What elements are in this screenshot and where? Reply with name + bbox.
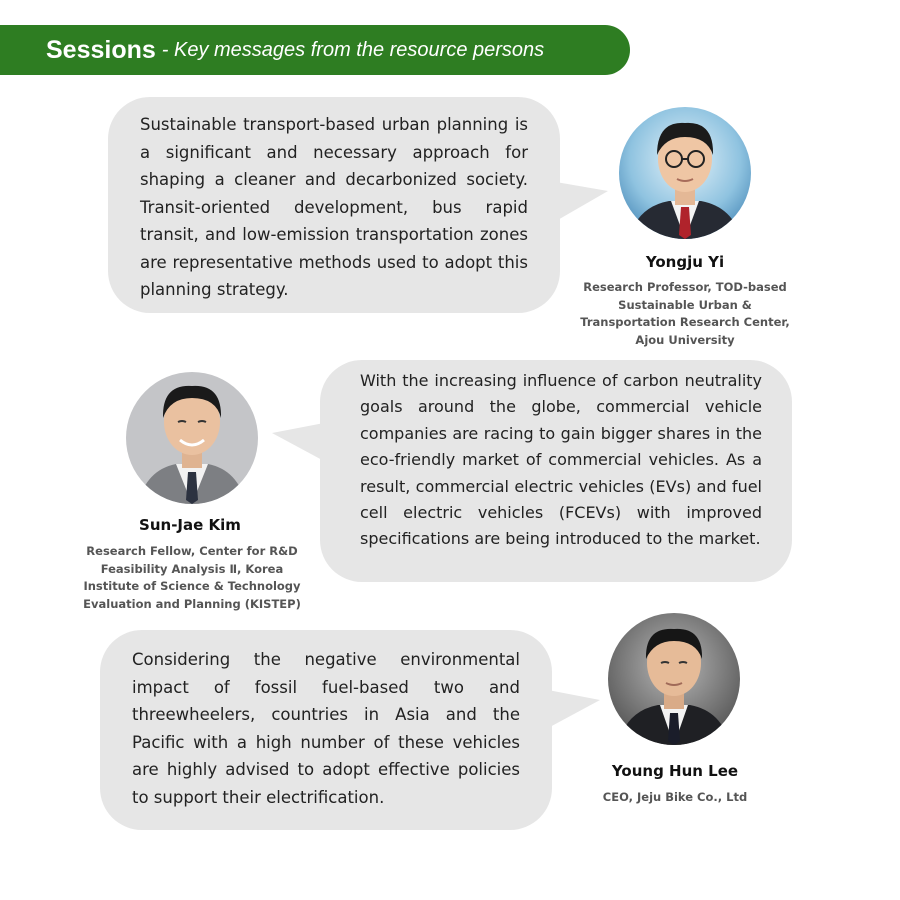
- speaker-name: Yongju Yi: [645, 253, 725, 271]
- speech-bubble-tail: [272, 423, 324, 461]
- person-portrait-icon: [619, 107, 751, 239]
- section-header: [0, 25, 630, 75]
- speech-bubble-tail: [556, 182, 608, 221]
- person-portrait-icon: [608, 613, 740, 745]
- speech-bubble-sun-jae-kim: [320, 360, 792, 582]
- speaker-role: CEO, Jeju Bike Co., Ltd: [602, 790, 748, 804]
- section-subtitle: - Key messages from the resource persons: [161, 38, 545, 61]
- speech-bubble-tail: [548, 690, 600, 728]
- section-title: Sessions: [46, 35, 156, 64]
- speech-bubble-young-hun-lee: [100, 630, 552, 830]
- quote-text: Sustainable transport-based urban planning is a significant and necessary approach for shaping a cleaner and decarbonized society. Transit-oriented development, bus rapid transit, and low-emission transportation zones are representative methods used to adopt this planning strategy.: [140, 115, 528, 299]
- speaker-name: Sun-Jae Kim: [139, 516, 241, 534]
- quote-text: With the increasing influence of carbon neutrality goals around the globe, commercial vehicle companies are racing to gain bigger shares in the eco-friendly market of commercial vehicles. As a result, commercial electric vehicles (EVs) and fuel cell electric vehicles (FCEVs) with improved specifications are being introduced to the market.: [360, 371, 762, 549]
- person-portrait-icon: [126, 372, 258, 504]
- speaker-role: Research Professor, TOD-based Sustainable Urban & Transportation Research Center, Ajou University: [580, 280, 790, 347]
- speaker-name: Young Hun Lee: [611, 762, 739, 780]
- speech-bubble-yongju-yi: [108, 97, 560, 313]
- speaker-role: Research Fellow, Center for R&D Feasibility Analysis Ⅱ, Korea Institute of Science & Technology Evaluation and Planning (KISTEP): [83, 544, 301, 611]
- quote-text: Considering the negative environmental impact of fossil fuel-based two and threewheelers, countries in Asia and the Pacific with a high number of these vehicles are highly advised to adopt effective policies to support their electrification.: [132, 650, 520, 807]
